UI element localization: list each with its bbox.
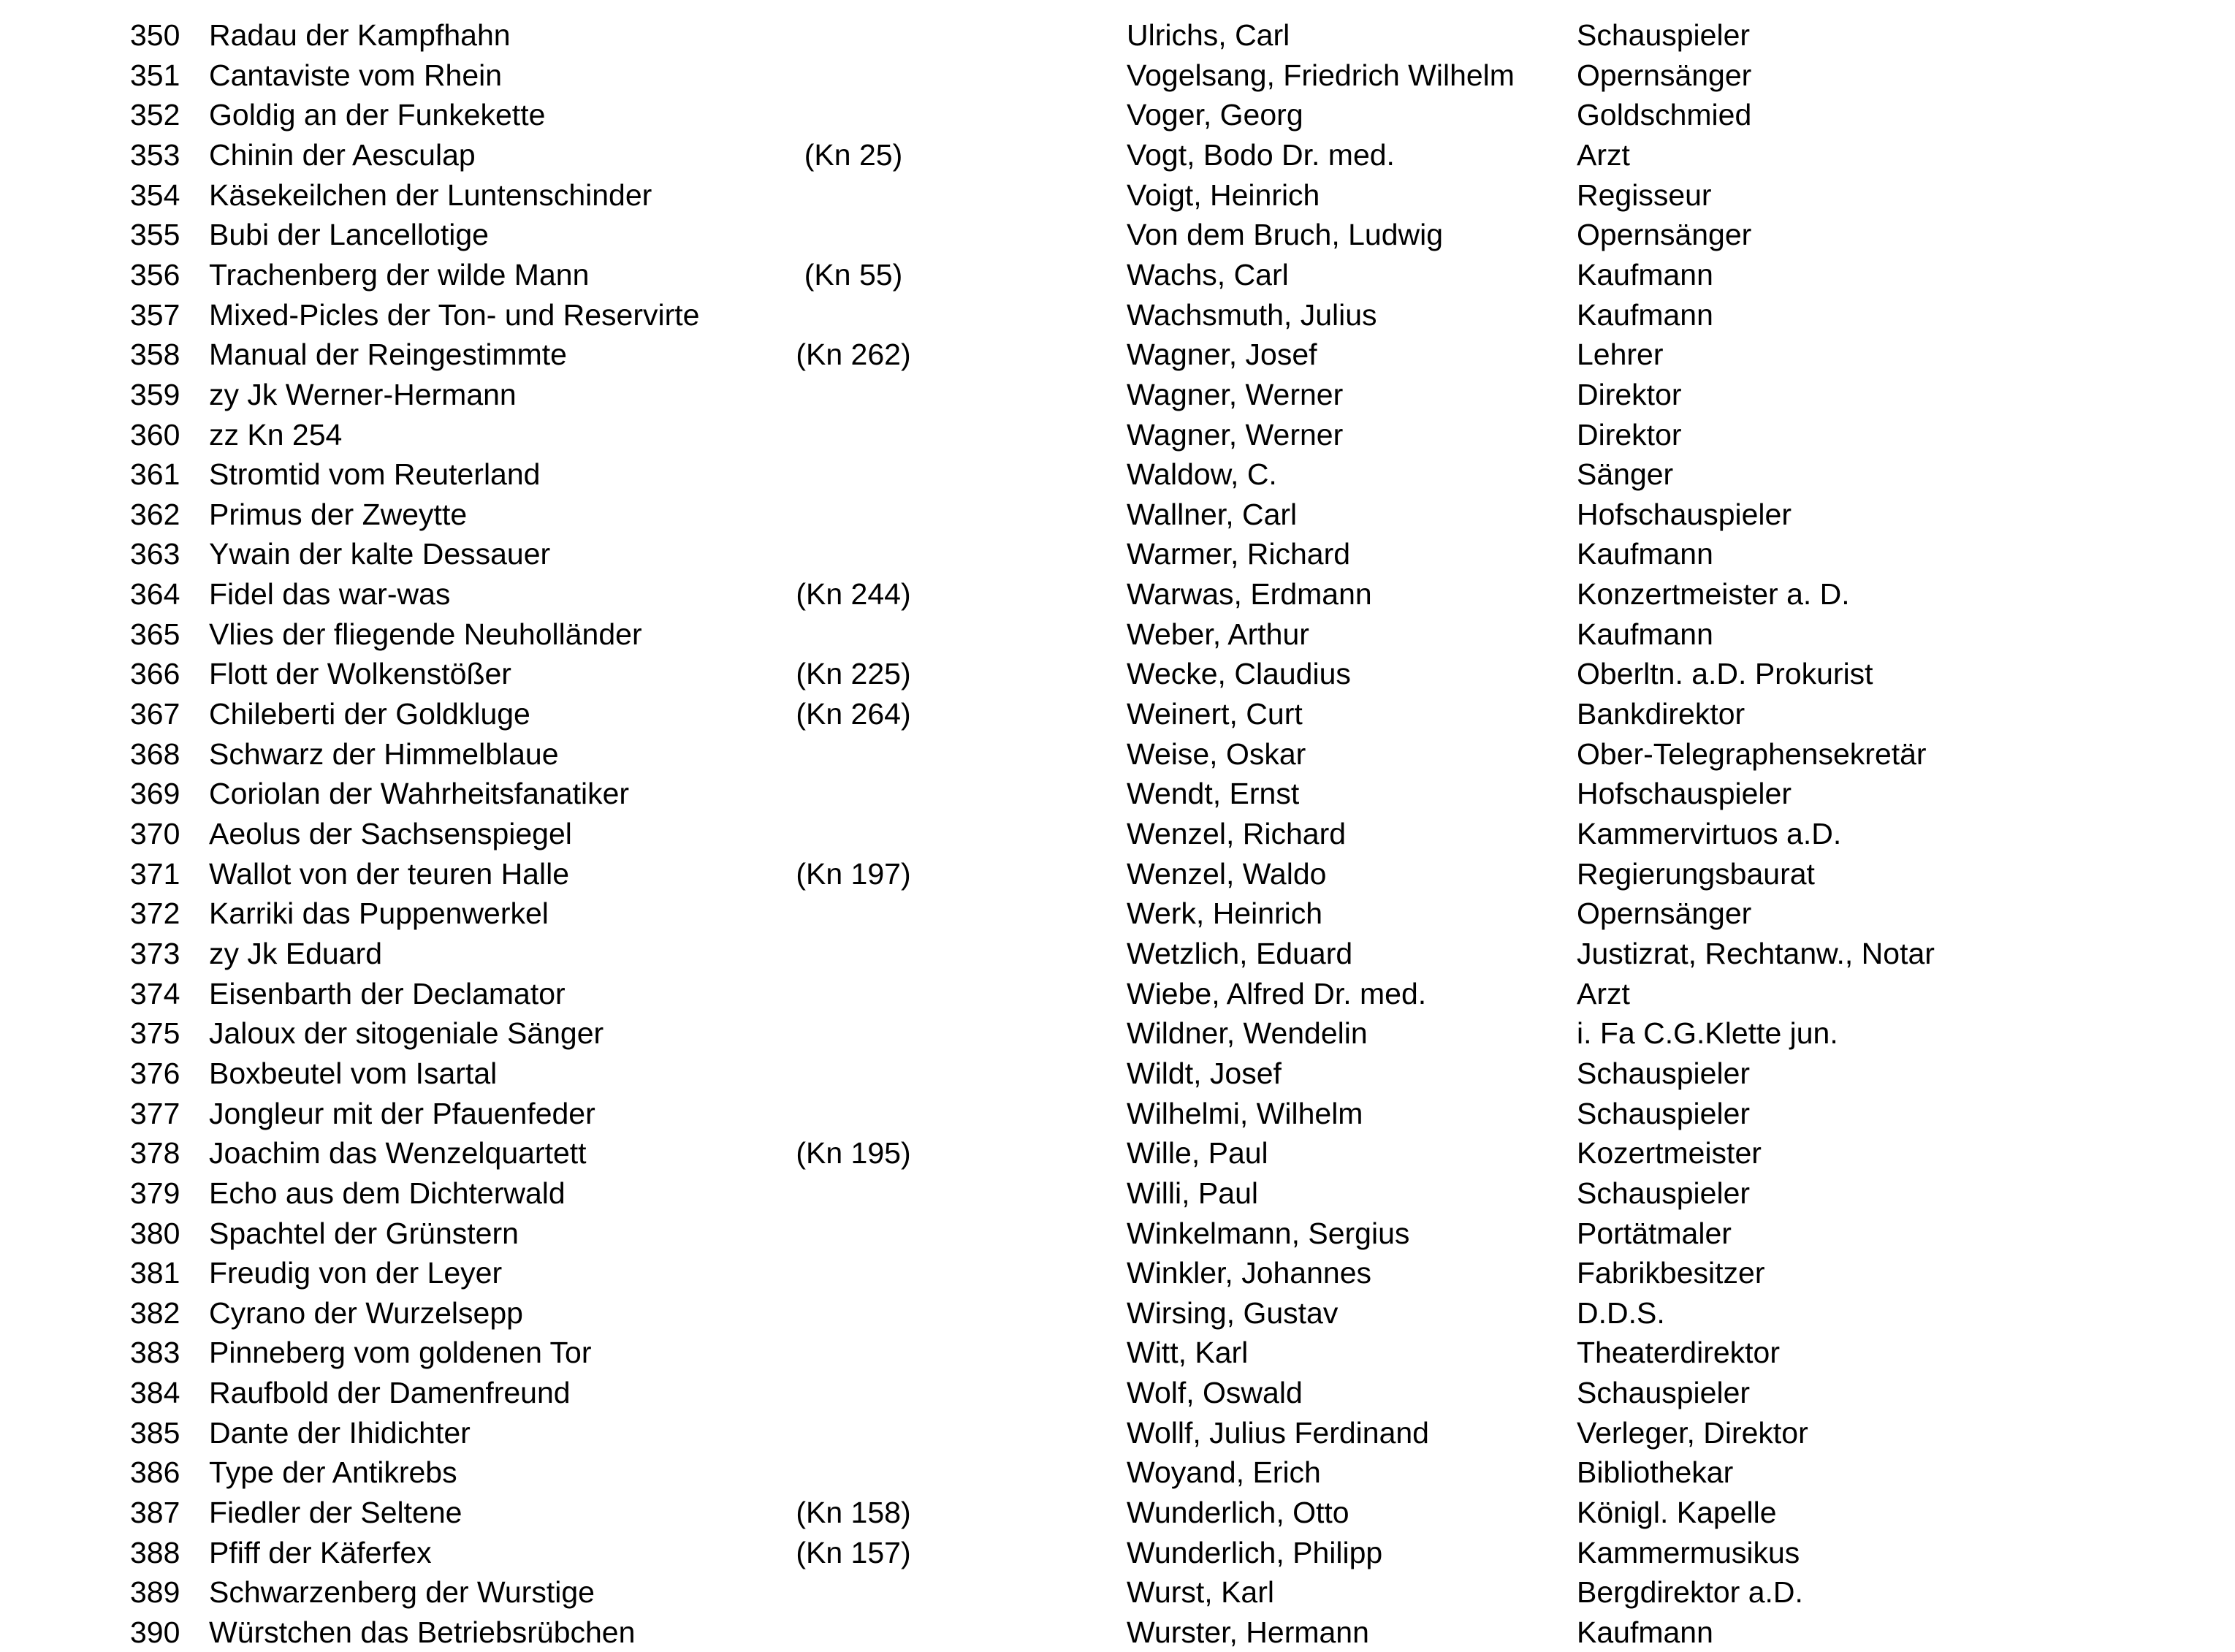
- member-name: Wildt, Josef: [1127, 1056, 1282, 1090]
- member-name: Wollf, Julius Ferdinand: [1127, 1415, 1429, 1450]
- member-name: Weise, Oskar: [1127, 736, 1306, 771]
- member-alias: Würstchen das Betriebsrübchen: [209, 1615, 636, 1649]
- member-alias: Trachenberg der wilde Mann: [209, 257, 590, 292]
- table-row: [0, 1453, 2235, 1492]
- member-alias: Schwarz der Himmelblaue: [209, 736, 559, 771]
- member-name: Vogelsang, Friedrich Wilhelm: [1127, 58, 1515, 92]
- member-name: Wunderlich, Philipp: [1127, 1535, 1383, 1569]
- member-name: Wagner, Werner: [1127, 377, 1344, 411]
- entry-number: 387: [130, 1496, 180, 1530]
- member-alias: zz Kn 254: [209, 417, 343, 452]
- table-row: [0, 1054, 2235, 1093]
- member-alias: Stromtid vom Reuterland: [209, 457, 541, 492]
- kn-reference: (Kn 264): [796, 697, 911, 731]
- table-row: [0, 255, 2235, 294]
- member-alias: Pfiff der Käferfex: [209, 1535, 432, 1569]
- entry-number: 373: [130, 936, 180, 970]
- member-occupation: Opernsänger: [1577, 58, 1752, 92]
- table-row: [0, 694, 2235, 734]
- entry-number: 372: [130, 897, 180, 931]
- kn-reference: (Kn 225): [796, 657, 911, 691]
- member-alias: Mixed-Picles der Ton- und Reservirte: [209, 297, 700, 332]
- member-occupation: Arzt: [1577, 137, 1630, 172]
- member-occupation: Lehrer: [1577, 338, 1664, 372]
- member-name: Wenzel, Waldo: [1127, 856, 1327, 891]
- member-name: Waldow, C.: [1127, 457, 1277, 492]
- member-alias: Manual der Reingestimmte: [209, 338, 567, 372]
- member-occupation: Opernsänger: [1577, 897, 1752, 931]
- table-row: [0, 934, 2235, 973]
- entry-number: 385: [130, 1415, 180, 1450]
- member-alias: Schwarzenberg der Wurstige: [209, 1575, 595, 1610]
- member-occupation: Kaufmann: [1577, 1615, 1713, 1649]
- entry-number: 371: [130, 856, 180, 891]
- member-occupation: Kaufmann: [1577, 537, 1713, 571]
- member-occupation: Oberltn. a.D. Prokurist: [1577, 657, 1873, 691]
- member-occupation: D.D.S.: [1577, 1295, 1665, 1330]
- table-row: [0, 335, 2235, 374]
- member-occupation: Verleger, Direktor: [1577, 1415, 1808, 1450]
- table-row: [0, 1613, 2235, 1652]
- kn-reference: (Kn 262): [796, 338, 911, 372]
- entry-number: 364: [130, 577, 180, 612]
- member-alias: Boxbeutel vom Isartal: [209, 1056, 498, 1090]
- entry-number: 381: [130, 1256, 180, 1290]
- member-occupation: Direktor: [1577, 377, 1682, 411]
- member-name: Wachs, Carl: [1127, 257, 1289, 292]
- entry-number: 355: [130, 218, 180, 252]
- entry-number: 380: [130, 1216, 180, 1250]
- member-occupation: Bankdirektor: [1577, 697, 1745, 731]
- member-name: Winkler, Johannes: [1127, 1256, 1372, 1290]
- member-alias: Cantaviste vom Rhein: [209, 58, 503, 92]
- member-occupation: Fabrikbesitzer: [1577, 1256, 1765, 1290]
- table-row: [0, 454, 2235, 494]
- table-row: [0, 1413, 2235, 1453]
- member-alias: Fiedler der Seltene: [209, 1496, 462, 1530]
- member-alias: Pinneberg vom goldenen Tor: [209, 1336, 592, 1370]
- member-occupation: Kammermusikus: [1577, 1535, 1800, 1569]
- member-name: Wagner, Josef: [1127, 338, 1317, 372]
- kn-reference: (Kn 197): [796, 856, 911, 891]
- entry-number: 362: [130, 497, 180, 531]
- table-row: [0, 1333, 2235, 1372]
- entry-number: 358: [130, 338, 180, 372]
- table-row: [0, 375, 2235, 414]
- member-occupation: Kaufmann: [1577, 297, 1713, 332]
- table-row: [0, 495, 2235, 534]
- table-row: [0, 1293, 2235, 1333]
- member-occupation: Schauspieler: [1577, 1376, 1751, 1410]
- member-alias: Karriki das Puppenwerkel: [209, 897, 549, 931]
- table-row: [0, 1094, 2235, 1133]
- member-occupation: Ober-Telegraphensekretär: [1577, 736, 1927, 771]
- table-row: [0, 1572, 2235, 1612]
- entry-number: 374: [130, 976, 180, 1010]
- member-name: Wildner, Wendelin: [1127, 1016, 1368, 1051]
- entry-number: 357: [130, 297, 180, 332]
- member-occupation: Königl. Kapelle: [1577, 1496, 1777, 1530]
- member-alias: Chileberti der Goldkluge: [209, 697, 530, 731]
- table-row: [0, 574, 2235, 614]
- table-row: [0, 1133, 2235, 1173]
- entry-number: 379: [130, 1176, 180, 1210]
- member-occupation: Theaterdirektor: [1577, 1336, 1781, 1370]
- entry-number: 365: [130, 617, 180, 651]
- member-name: Wurst, Karl: [1127, 1575, 1274, 1610]
- member-name: Vogt, Bodo Dr. med.: [1127, 137, 1395, 172]
- member-name: Weber, Arthur: [1127, 617, 1309, 651]
- member-occupation: Regisseur: [1577, 178, 1712, 212]
- member-name: Von dem Bruch, Ludwig: [1127, 218, 1444, 252]
- member-alias: Freudig von der Leyer: [209, 1256, 503, 1290]
- entry-number: 367: [130, 697, 180, 731]
- table-row: [0, 56, 2235, 95]
- table-row: [0, 1373, 2235, 1412]
- table-row: [0, 894, 2235, 933]
- table-row: [0, 95, 2235, 134]
- member-alias: Eisenbarth der Declamator: [209, 976, 566, 1010]
- entry-number: 366: [130, 657, 180, 691]
- table-row: [0, 175, 2235, 215]
- member-occupation: Kaufmann: [1577, 617, 1713, 651]
- member-name: Wurster, Hermann: [1127, 1615, 1369, 1649]
- member-occupation: Schauspieler: [1577, 1056, 1751, 1090]
- member-name: Wachsmuth, Julius: [1127, 297, 1377, 332]
- member-name: Woyand, Erich: [1127, 1455, 1321, 1490]
- entry-number: 354: [130, 178, 180, 212]
- member-alias: Jongleur mit der Pfauenfeder: [209, 1096, 595, 1130]
- member-occupation: Goldschmied: [1577, 98, 1752, 132]
- member-name: Wolf, Oswald: [1127, 1376, 1303, 1410]
- table-row: [0, 215, 2235, 254]
- member-occupation: Kozertmeister: [1577, 1136, 1762, 1171]
- member-alias: Aeolus der Sachsenspiegel: [209, 817, 572, 850]
- member-alias: Goldig an der Funkekette: [209, 98, 546, 132]
- table-row: [0, 814, 2235, 853]
- member-name: Willi, Paul: [1127, 1176, 1258, 1210]
- member-alias: Raufbold der Damenfreund: [209, 1376, 571, 1410]
- table-row: [0, 534, 2235, 574]
- member-occupation: Sänger: [1577, 457, 1674, 492]
- kn-reference: (Kn 157): [796, 1535, 911, 1569]
- member-name: Warwas, Erdmann: [1127, 577, 1372, 612]
- member-occupation: Arzt: [1577, 976, 1630, 1010]
- member-alias: Radau der Kampfhahn: [209, 18, 511, 52]
- table-row: [0, 1253, 2235, 1293]
- member-occupation: i. Fa C.G.Klette jun.: [1577, 1016, 1838, 1051]
- member-alias: Type der Antikrebs: [209, 1455, 457, 1490]
- table-row: [0, 1493, 2235, 1532]
- member-name: Wirsing, Gustav: [1127, 1295, 1339, 1330]
- entry-number: 386: [130, 1455, 180, 1490]
- table-row: [0, 774, 2235, 813]
- table-row: [0, 295, 2235, 335]
- member-occupation: Bergdirektor a.D.: [1577, 1575, 1803, 1610]
- member-alias: Ywain der kalte Dessauer: [209, 537, 551, 571]
- member-name: Wille, Paul: [1127, 1136, 1268, 1171]
- member-alias: Joachim das Wenzelquartett: [209, 1136, 587, 1171]
- table-row: [0, 135, 2235, 175]
- entry-number: 376: [130, 1056, 180, 1090]
- member-alias: Käsekeilchen der Luntenschinder: [209, 178, 652, 212]
- member-name: Voger, Georg: [1127, 98, 1303, 132]
- member-name: Voigt, Heinrich: [1127, 178, 1320, 212]
- member-name: Wiebe, Alfred Dr. med.: [1127, 976, 1427, 1010]
- member-alias: Bubi der Lancellotige: [209, 218, 489, 252]
- member-occupation: Justizrat, Rechtanw., Notar: [1577, 936, 1935, 970]
- member-name: Werk, Heinrich: [1127, 897, 1323, 931]
- kn-reference: (Kn 244): [796, 577, 911, 612]
- entry-number: 360: [130, 417, 180, 452]
- entry-number: 375: [130, 1016, 180, 1051]
- table-row: [0, 1214, 2235, 1253]
- table-row: [0, 1013, 2235, 1053]
- member-alias: Jaloux der sitogeniale Sänger: [209, 1016, 604, 1051]
- entry-number: 383: [130, 1336, 180, 1370]
- member-name: Ulrichs, Carl: [1127, 18, 1290, 52]
- member-alias: Cyrano der Wurzelsepp: [209, 1295, 523, 1330]
- kn-reference: (Kn 25): [804, 137, 903, 172]
- entry-number: 352: [130, 98, 180, 132]
- entry-number: 382: [130, 1295, 180, 1330]
- member-name: Wallner, Carl: [1127, 497, 1298, 531]
- entry-number: 359: [130, 377, 180, 411]
- member-alias: Flott der Wolkenstößer: [209, 657, 511, 691]
- entry-number: 384: [130, 1376, 180, 1410]
- kn-reference: (Kn 158): [796, 1496, 911, 1530]
- kn-reference: (Kn 195): [796, 1136, 911, 1171]
- member-occupation: Bibliothekar: [1577, 1455, 1734, 1490]
- member-alias: Wallot von der teuren Halle: [209, 856, 570, 891]
- member-name: Winkelmann, Sergius: [1127, 1216, 1410, 1250]
- member-occupation: Konzertmeister a. D.: [1577, 577, 1850, 612]
- entry-number: 363: [130, 537, 180, 571]
- member-occupation: Schauspieler: [1577, 1096, 1751, 1130]
- table-row: [0, 974, 2235, 1013]
- member-name: Weinert, Curt: [1127, 697, 1303, 731]
- member-name: Wetzlich, Eduard: [1127, 936, 1353, 970]
- kn-reference: (Kn 55): [804, 257, 903, 292]
- table-row: [0, 654, 2235, 693]
- member-occupation: Portätmaler: [1577, 1216, 1732, 1250]
- member-alias: Coriolan der Wahrheitsfanatiker: [209, 777, 630, 811]
- member-name: Wendt, Ernst: [1127, 777, 1300, 811]
- entry-number: 377: [130, 1096, 180, 1130]
- member-name: Warmer, Richard: [1127, 537, 1351, 571]
- entry-number: 361: [130, 457, 180, 492]
- table-row: [0, 854, 2235, 894]
- entry-number: 389: [130, 1575, 180, 1610]
- member-alias: Dante der Ihidichter: [209, 1415, 471, 1450]
- member-name: Wilhelmi, Wilhelm: [1127, 1096, 1363, 1130]
- member-alias: zy Jk Werner-Hermann: [209, 377, 517, 411]
- table-row: [0, 415, 2235, 454]
- member-occupation: Hofschauspieler: [1577, 497, 1792, 531]
- member-alias: zy Jk Eduard: [209, 936, 382, 970]
- member-occupation: Direktor: [1577, 417, 1682, 452]
- entry-number: 390: [130, 1615, 180, 1649]
- member-occupation: Opernsänger: [1577, 218, 1752, 252]
- member-alias: Chinin der Aesculap: [209, 137, 476, 172]
- member-occupation: Kammervirtuos a.D.: [1577, 817, 1842, 850]
- table-row: [0, 1173, 2235, 1213]
- entry-number: 370: [130, 817, 180, 850]
- entry-number: 353: [130, 137, 180, 172]
- table-row: [0, 1533, 2235, 1572]
- member-occupation: Schauspieler: [1577, 1176, 1751, 1210]
- table-row: [0, 614, 2235, 654]
- table-row: [0, 734, 2235, 774]
- entry-number: 378: [130, 1136, 180, 1171]
- member-alias: Spachtel der Grünstern: [209, 1216, 519, 1250]
- member-name: Wenzel, Richard: [1127, 817, 1347, 850]
- entry-number: 356: [130, 257, 180, 292]
- member-alias: Fidel das war-was: [209, 577, 451, 612]
- entry-number: 351: [130, 58, 180, 92]
- member-alias: Vlies der fliegende Neuholländer: [209, 617, 642, 651]
- member-occupation: Regierungsbaurat: [1577, 856, 1815, 891]
- table-row: [0, 15, 2235, 55]
- entry-number: 368: [130, 736, 180, 771]
- member-name: Wunderlich, Otto: [1127, 1496, 1349, 1530]
- member-occupation: Hofschauspieler: [1577, 777, 1792, 811]
- member-occupation: Kaufmann: [1577, 257, 1713, 292]
- member-occupation: Schauspieler: [1577, 18, 1751, 52]
- entry-number: 388: [130, 1535, 180, 1569]
- member-name: Wecke, Claudius: [1127, 657, 1351, 691]
- member-alias: Echo aus dem Dichterwald: [209, 1176, 566, 1210]
- entry-number: 369: [130, 777, 180, 811]
- member-alias: Primus der Zweytte: [209, 497, 468, 531]
- entry-number: 350: [130, 18, 180, 52]
- member-name: Witt, Karl: [1127, 1336, 1249, 1370]
- member-name: Wagner, Werner: [1127, 417, 1344, 452]
